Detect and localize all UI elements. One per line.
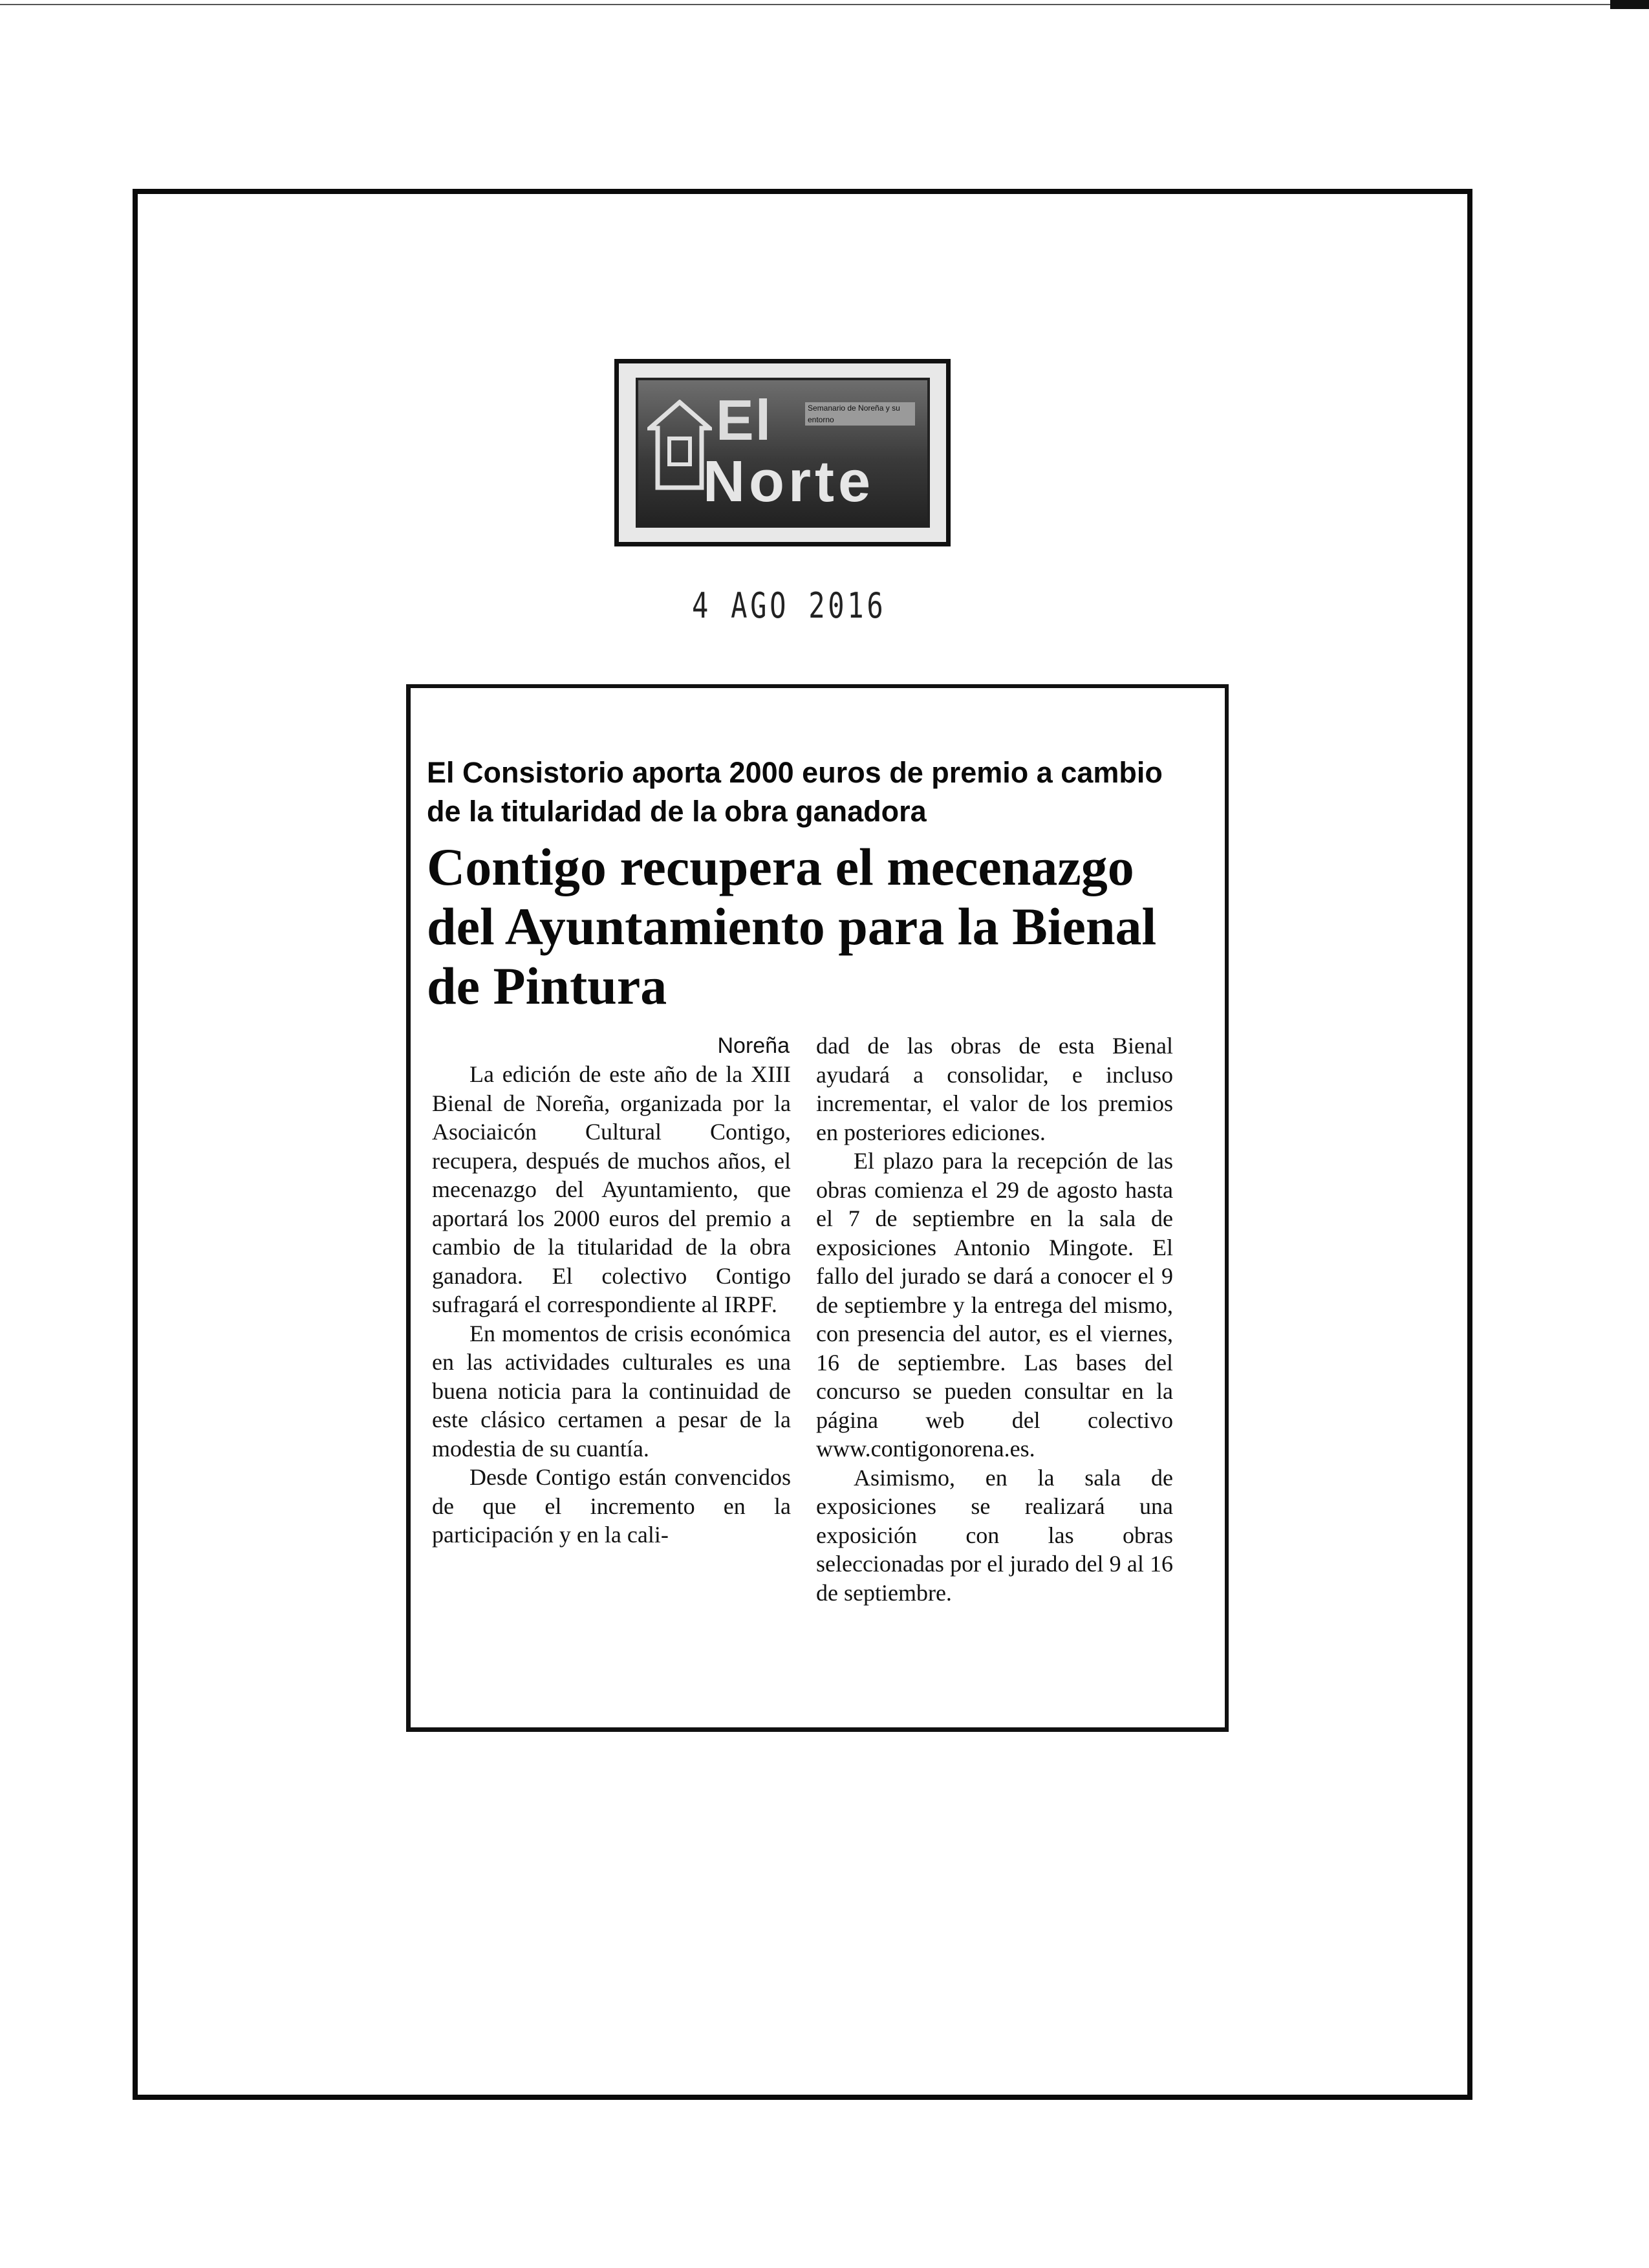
logo-text-el: El — [716, 388, 773, 452]
date-stamp: 4 AGO 2016 — [692, 585, 887, 626]
article-headline: Contigo recupera el mecenazgo del Ayuntamiento para la Bienal de Pintura — [427, 837, 1157, 1015]
article-location: Noreña — [717, 1033, 790, 1058]
article-kicker: El Consistorio aporta 2000 euros de premio a cambio de la titularidad de la obra ganadora — [427, 756, 1163, 828]
article-paragraph: El plazo para la recepción de las obras comienza el 29 de agosto hasta el 7 de septiembre en la sala de exposiciones Antonio Mingote. El fallo del jurado se dará a conocer el 9 de septiembre y la entrega del mismo, con presencia del autor, es el viernes, 16 de septiembre. Las bases del concurso se pueden consultar en la página web del colectivo www.contigonorena.es. — [816, 1148, 1173, 1462]
logo-panel — [636, 378, 930, 528]
newspaper-logo — [614, 359, 951, 546]
scan-edge-line — [0, 4, 1649, 5]
article-paragraph: Asimismo, en la sala de exposiciones se realizará una exposición con las obras seleccionadas por el jurado del 9 al 16 de septiembre. — [816, 1464, 1173, 1606]
house-icon — [647, 400, 712, 490]
article-paragraph-continued: dad de las obras de esta Bienal ayudará a consolidar, e incluso incrementar, el valor de los premios en posteriores ediciones. — [816, 1033, 1173, 1145]
logo-text-norte: Norte — [703, 449, 875, 514]
article-paragraph: En momentos de crisis económica en las actividades culturales es una buena noticia para la continuidad de este clásico certamen a pesar de la modestia de su cuantía. — [432, 1320, 791, 1462]
article-column-left — [432, 1031, 791, 1550]
article-paragraph: La edición de este año de la XIII Bienal de Noreña, organizada por la Asociaicón Cultural Contigo, recupera, después de muchos años, el mecenazgo del Ayuntamiento, que aportará los 2000 euros del premio a cambio de la titularidad de la obra ganadora. El colectivo Contigo sufragará el correspondiente al IRPF. — [432, 1061, 791, 1317]
article-column-right — [816, 1031, 1173, 1607]
logo-tagline: Semanario de Noreña y su entorno — [805, 402, 915, 426]
article-paragraph: Desde Contigo están convencidos de que el incremento en la participación y en la cali- — [432, 1464, 791, 1548]
scan-edge-mark — [1610, 0, 1649, 9]
